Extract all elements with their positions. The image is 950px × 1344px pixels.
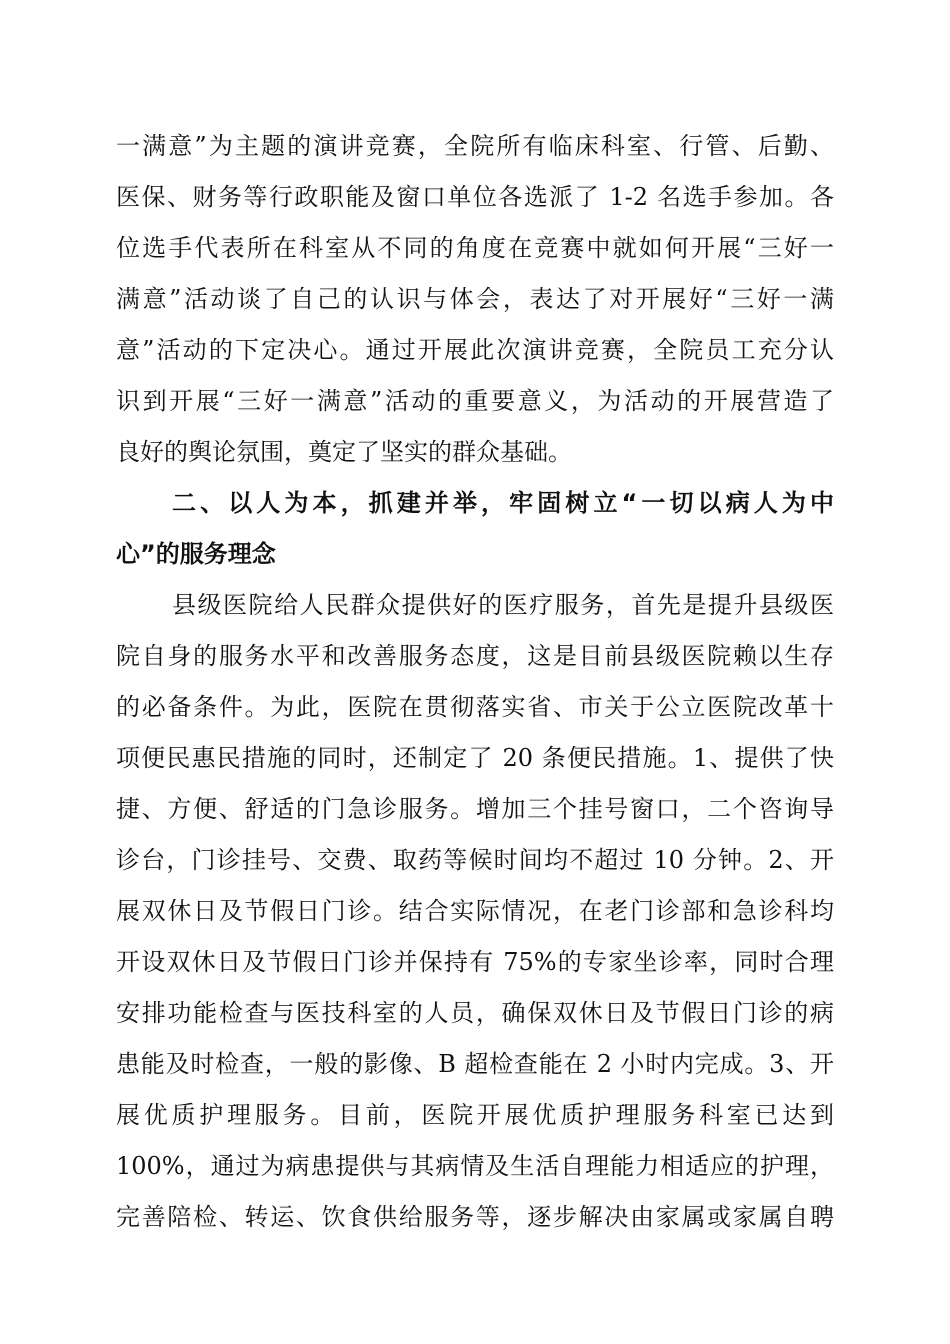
paragraph-speech-contest	[116, 121, 834, 478]
paragraph-line: 100%，通过为病患提供与其病情及生活自理能力相适应的护理，	[116, 1152, 834, 1180]
paragraph-line: 展优质护理服务。目前，医院开展优质护理服务科室已达到	[116, 1101, 834, 1129]
paragraph-line: 良好的舆论氛围，奠定了坚实的群众基础。	[116, 438, 572, 466]
paragraph-line: 完善陪检、转运、饮食供给服务等，逐步解决由家属或家属自聘	[116, 1203, 834, 1231]
paragraph-line: 识到开展“三好一满意”活动的重要意义，为活动的开展营造了	[116, 387, 834, 415]
heading-line: 二、以人为本，抓建并举，牢固树立“一切以病人为中	[172, 489, 834, 517]
paragraph-line: 位选手代表所在科室从不同的角度在竞赛中就如何开展“三好一	[116, 234, 834, 262]
paragraph-line: 捷、方便、舒适的门急诊服务。增加三个挂号窗口，二个咨询导	[116, 795, 834, 823]
paragraph-line: 展双休日及节假日门诊。结合实际情况，在老门诊部和急诊科均	[116, 897, 834, 925]
paragraph-line: 一满意”为主题的演讲竞赛，全院所有临床科室、行管、后勤、	[116, 132, 834, 160]
paragraph-line: 项便民惠民措施的同时，还制定了 20 条便民措施。1、提供了快	[116, 744, 834, 772]
paragraph-line: 满意”活动谈了自己的认识与体会，表达了对开展好“三好一满	[116, 285, 834, 313]
paragraph-line: 患能及时检查，一般的影像、B 超检查能在 2 小时内完成。3、开	[116, 1050, 834, 1078]
paragraph-line: 院自身的服务水平和改善服务态度，这是目前县级医院赖以生存	[116, 642, 834, 670]
paragraph-line: 诊台，门诊挂号、交费、取药等候时间均不超过 10 分钟。2、开	[116, 846, 834, 874]
paragraph-service-measures	[116, 580, 834, 1243]
paragraph-line: 县级医院给人民群众提供好的医疗服务，首先是提升县级医	[172, 591, 834, 619]
paragraph-line: 安排功能检查与医技科室的人员，确保双休日及节假日门诊的病	[116, 999, 834, 1027]
section-heading	[116, 478, 834, 580]
paragraph-line: 意”活动的下定决心。通过开展此次演讲竞赛，全院员工充分认	[116, 336, 834, 364]
paragraph-line: 医保、财务等行政职能及窗口单位各选派了 1-2 名选手参加。各	[116, 183, 834, 211]
heading-line: 心”的服务理念	[116, 540, 276, 568]
paragraph-line: 的必备条件。为此，医院在贯彻落实省、市关于公立医院改革十	[116, 693, 834, 721]
paragraph-line: 开设双休日及节假日门诊并保持有 75%的专家坐诊率，同时合理	[116, 948, 834, 976]
